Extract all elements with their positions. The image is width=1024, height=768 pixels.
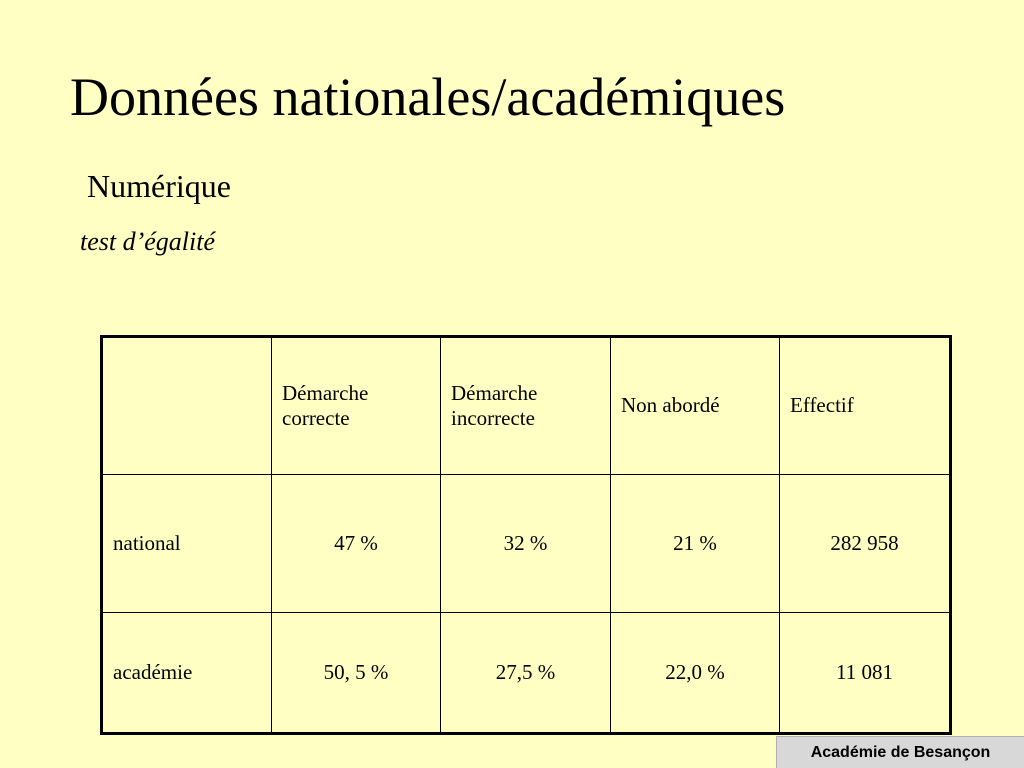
slide-subtitle: Numérique [87,168,231,204]
row-label: académie [102,613,272,734]
table-cell: 27,5 % [441,613,611,734]
results-table [100,335,952,735]
slide-title: Données nationales/académiques [70,67,786,127]
table-cell: 282 958 [780,475,951,613]
table-header-cell: Non abordé [611,337,780,475]
table-cell: 32 % [441,475,611,613]
slide-subsubtitle: test d’égalité [80,227,216,256]
table-row [102,475,951,613]
footer-label: Académie de Besançon [776,736,1024,768]
table-row [102,613,951,734]
table-header-cell-empty [102,337,272,475]
table-header-cell: Démarche incorrecte [441,337,611,475]
table-cell: 47 % [272,475,441,613]
table-header-row [102,337,951,475]
table-cell: 11 081 [780,613,951,734]
row-label: national [102,475,272,613]
table-cell: 50, 5 % [272,613,441,734]
table-cell: 22,0 % [611,613,780,734]
table-cell: 21 % [611,475,780,613]
table-header-cell: Démarche correcte [272,337,441,475]
table-header-cell: Effectif [780,337,951,475]
